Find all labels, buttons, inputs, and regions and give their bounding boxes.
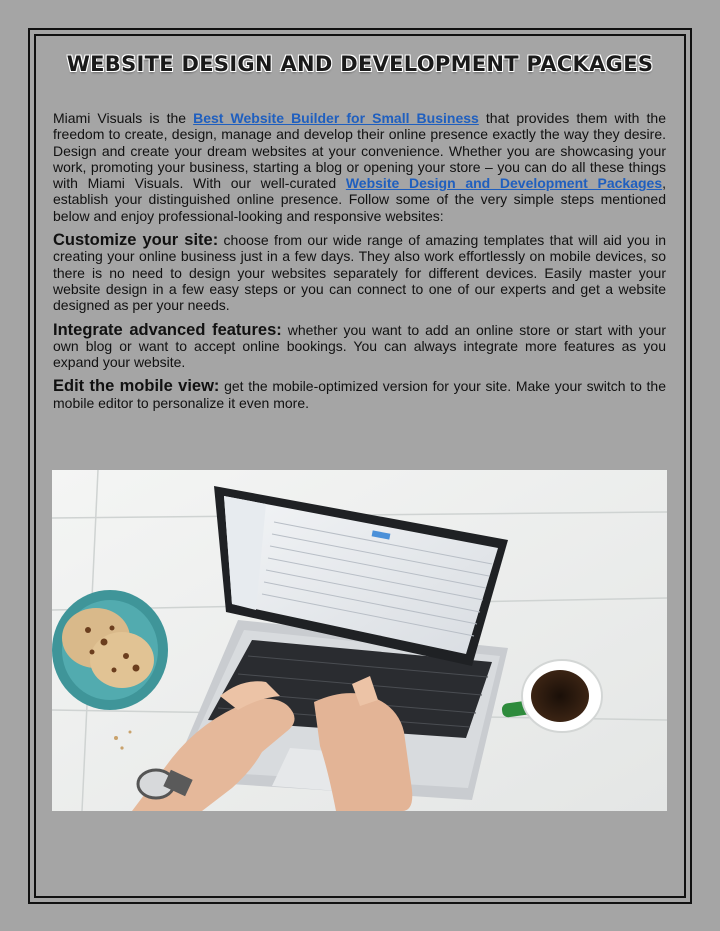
section-integrate — [53, 322, 666, 371]
section-text: get the mobile-optimized version for your site. Make your switch to the mobile editor to personalize it even more. — [53, 378, 666, 411]
laptop-desk-photo — [52, 470, 667, 811]
page-title: WEBSITE DESIGN AND DEVELOPMENT PACKAGES — [66, 52, 654, 76]
intro-text-2: that provides them with the freedom to create, design, manage and develop their online presence exactly the way they desire. Design and create your dream websites at your convenience. Whether you are showcasing your work, promoting your business, starting a blog or opening your store – you can do all these things with Miami Visuals. With our well-curated — [53, 110, 666, 192]
best-website-builder-link[interactable]: Best Website Builder for Small Business — [193, 110, 479, 126]
intro-text-3: , establish your distinguished online presence. Follow some of the very simple steps mentioned below and enjoy professional-looking and responsive websites: — [53, 175, 666, 224]
section-text: choose from our wide range of amazing templates that will aid you in creating your online business just in a few days. They also work effortlessly on mobile devices, so there is no need to design your websites separately for different devices. Easily master your website design in a few easy steps or you can connect to one of our experts and get a website designed as per your needs. — [53, 232, 666, 314]
section-heading: Integrate advanced features: — [53, 320, 282, 339]
intro-text-1: Miami Visuals is the — [53, 110, 194, 126]
section-mobile — [53, 378, 666, 411]
section-customize — [53, 232, 666, 313]
section-heading: Edit the mobile view: — [53, 377, 220, 396]
section-heading: Customize your site: — [53, 231, 219, 250]
section-text: whether you want to add an online store or start with your own blog or want to accept online bookings. You can always integrate more features as you expand your website. — [53, 321, 666, 371]
intro-paragraph — [53, 110, 666, 224]
website-design-packages-link[interactable]: Website Design and Development Packages — [345, 175, 663, 192]
article-body — [53, 110, 666, 419]
cookie-plate — [52, 590, 168, 710]
